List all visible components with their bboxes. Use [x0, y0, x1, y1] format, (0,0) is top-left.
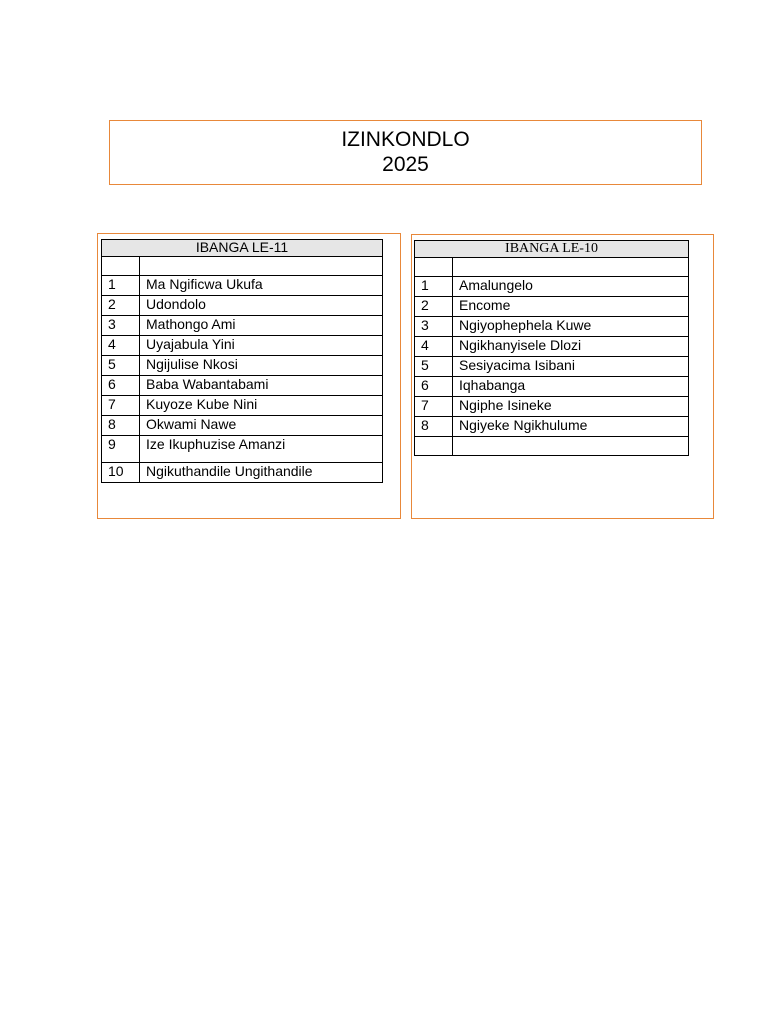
table-row	[415, 337, 689, 357]
table-row	[102, 396, 383, 416]
table-row	[415, 437, 689, 456]
table-row	[102, 416, 383, 436]
poem-number: 8	[415, 417, 453, 437]
poem-title: Okwami Nawe	[140, 416, 383, 436]
poem-number: 7	[102, 396, 140, 416]
poem-title: Amalungelo	[453, 277, 689, 297]
poem-number: 9	[102, 436, 140, 463]
document-title: IZINKONDLO	[341, 128, 470, 151]
poem-number: 4	[415, 337, 453, 357]
poem-number: 3	[102, 316, 140, 336]
poem-number: 2	[102, 296, 140, 316]
table-row	[102, 356, 383, 376]
table-row	[102, 257, 383, 276]
poem-number: 1	[415, 277, 453, 297]
table-row	[102, 276, 383, 296]
poem-title: Sesiyacima Isibani	[453, 357, 689, 377]
table-row	[415, 297, 689, 317]
poem-number: 6	[415, 377, 453, 397]
table-row	[102, 296, 383, 316]
poem-number: 10	[102, 463, 140, 483]
poem-title: Baba Wabantabami	[140, 376, 383, 396]
poem-title: Ma Ngificwa Ukufa	[140, 276, 383, 296]
poem-number: 8	[102, 416, 140, 436]
table-row	[102, 336, 383, 356]
poem-title: Iqhabanga	[453, 377, 689, 397]
poem-number: 7	[415, 397, 453, 417]
poem-number: 2	[415, 297, 453, 317]
poem-title: Uyajabula Yini	[140, 336, 383, 356]
poem-title: Ngikuthandile Ungithandile	[140, 463, 383, 483]
table-row	[415, 277, 689, 297]
poem-title: Udondolo	[140, 296, 383, 316]
poem-number: 3	[415, 317, 453, 337]
poem-number: 4	[102, 336, 140, 356]
grade-10-panel	[411, 234, 714, 519]
table-row	[415, 357, 689, 377]
poem-title: Ngikhanyisele Dlozi	[453, 337, 689, 357]
poem-number: 5	[415, 357, 453, 377]
poem-title: Encome	[453, 297, 689, 317]
poem-number: 1	[102, 276, 140, 296]
poem-number: 5	[102, 356, 140, 376]
table-row	[102, 463, 383, 483]
table-row	[102, 376, 383, 396]
poem-title: Ngiyophephela Kuwe	[453, 317, 689, 337]
table-row	[415, 397, 689, 417]
table-row	[102, 316, 383, 336]
grade-11-panel	[97, 233, 401, 519]
table-row	[102, 436, 383, 463]
poem-title: Ngijulise Nkosi	[140, 356, 383, 376]
poem-title: Ngiyeke Ngikhulume	[453, 417, 689, 437]
grade-11-heading: IBANGA LE-11	[102, 240, 383, 257]
poem-title: Mathongo Ami	[140, 316, 383, 336]
document-year: 2025	[382, 153, 429, 176]
table-row	[415, 258, 689, 277]
table-row	[415, 317, 689, 337]
document-title-box	[109, 120, 702, 185]
poem-number: 6	[102, 376, 140, 396]
poem-title: Kuyoze Kube Nini	[140, 396, 383, 416]
grade-11-table	[101, 239, 383, 483]
table-row	[415, 377, 689, 397]
grade-10-table	[414, 240, 689, 456]
poem-title: Ngiphe Isineke	[453, 397, 689, 417]
table-row	[415, 417, 689, 437]
grade-10-heading: IBANGA LE-10	[415, 241, 689, 258]
poem-title: Ize Ikuphuzise Amanzi	[140, 436, 383, 463]
